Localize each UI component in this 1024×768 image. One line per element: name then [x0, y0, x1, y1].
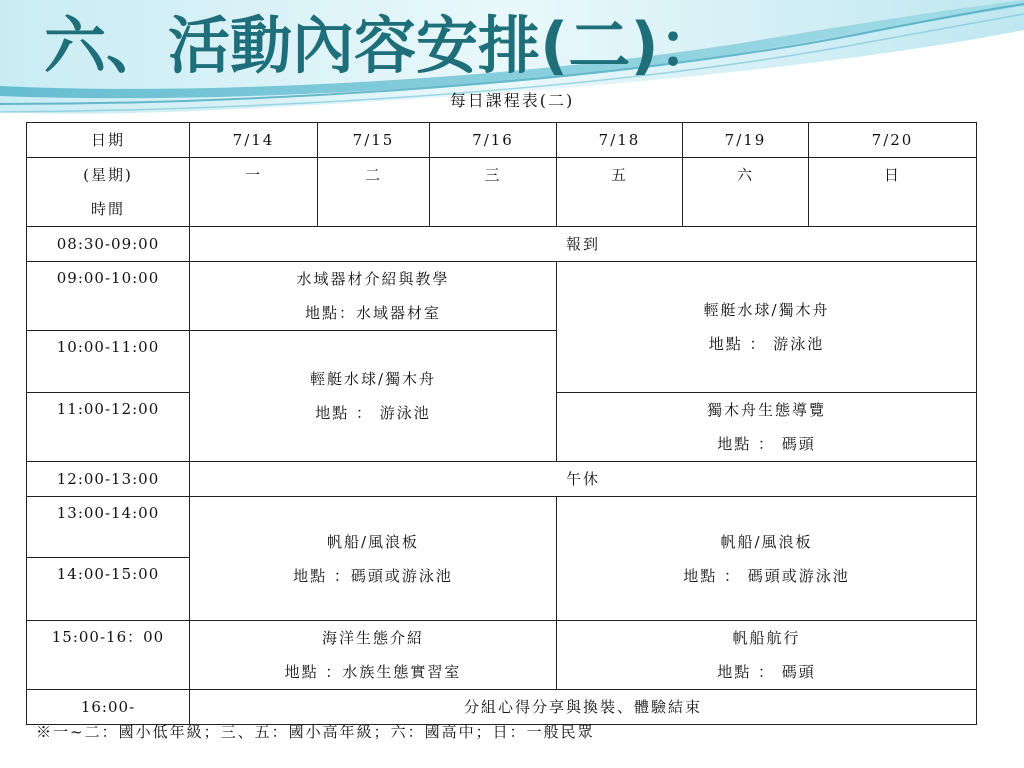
activity-location: 地點 ： 碼頭或游泳池	[683, 566, 850, 585]
activity-cell	[557, 262, 977, 393]
time-cell: 10:00-11:00	[27, 331, 190, 393]
time-cell: 11:00-12:00	[27, 393, 190, 462]
activity-name: 輕艇水球/獨木舟	[703, 301, 830, 319]
time-cell: 16:00-	[27, 690, 190, 725]
activity-location: 地點 ： 游泳池	[315, 404, 431, 422]
time-label: 時間	[90, 200, 125, 218]
date-header-row	[27, 123, 977, 158]
activity-location: 地點 ：碼頭或游泳池	[293, 566, 453, 585]
time-cell: 15:00-16：00	[27, 621, 190, 690]
activity-name: 水域器材介紹與教學	[296, 270, 450, 288]
slide-title: 六、活動內容安排(二)：	[44, 9, 721, 82]
activity-cell	[557, 497, 977, 621]
table-title: 每日課程表(二)	[449, 91, 575, 110]
schedule-row	[27, 262, 977, 331]
date-cell: 7/14	[190, 123, 318, 158]
activity-name: 海洋生態介紹	[321, 629, 424, 647]
activity-cell	[557, 621, 977, 690]
weekday-time-label-cell	[27, 158, 190, 227]
activity-name: 帆船/風浪板	[720, 532, 813, 551]
grade-footnote: ※一~二：國小低年級；三、五：國小高年級；六：國高中；日：一般民眾	[36, 723, 595, 741]
activity-name: 帆船航行	[732, 629, 801, 647]
time-cell: 12:00-13:00	[27, 462, 190, 497]
activity-cell	[190, 262, 557, 331]
activity-cell: 報到	[190, 227, 977, 262]
activity-name: 輕艇水球/獨木舟	[309, 370, 437, 388]
date-cell: 7/15	[318, 123, 430, 158]
date-cell: 7/18	[557, 123, 683, 158]
weekday-cell: 日	[809, 158, 977, 227]
schedule-row	[27, 690, 977, 725]
weekday-cell: 三	[430, 158, 557, 227]
schedule-row	[27, 497, 977, 558]
activity-cell	[557, 393, 977, 462]
schedule-row	[27, 621, 977, 690]
schedule-row	[27, 462, 977, 497]
activity-location: 地點：水域器材室	[304, 304, 441, 322]
activity-location: 地點 ：水族生態實習室	[284, 663, 462, 681]
weekday-header-row	[27, 158, 977, 227]
activity-location: 地點 ： 碼頭	[717, 663, 816, 681]
activity-cell: 分組心得分享與換裝、體驗結束	[190, 690, 977, 725]
date-cell: 7/20	[809, 123, 977, 158]
activity-name: 帆船/風浪板	[326, 532, 420, 551]
activity-cell: 午休	[190, 462, 977, 497]
weekday-cell: 五	[557, 158, 683, 227]
activity-name: 獨木舟生態導覽	[706, 401, 826, 419]
schedule-table	[26, 122, 977, 725]
activity-cell	[190, 331, 557, 462]
weekday-cell: 一	[190, 158, 318, 227]
activity-location: 地點 ： 游泳池	[708, 335, 825, 353]
activity-location: 地點 ： 碼頭	[717, 435, 816, 453]
time-cell: 08:30-09:00	[27, 227, 190, 262]
schedule-row	[27, 227, 977, 262]
date-cell: 7/19	[683, 123, 809, 158]
time-cell: 09:00-10:00	[27, 262, 190, 331]
time-cell: 14:00-15:00	[27, 558, 190, 621]
weekday-cell: 六	[683, 158, 809, 227]
activity-cell	[190, 621, 557, 690]
date-cell: 7/16	[430, 123, 557, 158]
time-cell: 13:00-14:00	[27, 497, 190, 558]
weekday-cell: 二	[318, 158, 430, 227]
weekday-label: (星期)	[83, 166, 133, 184]
date-label-cell: 日期	[27, 123, 190, 158]
activity-cell	[190, 497, 557, 621]
